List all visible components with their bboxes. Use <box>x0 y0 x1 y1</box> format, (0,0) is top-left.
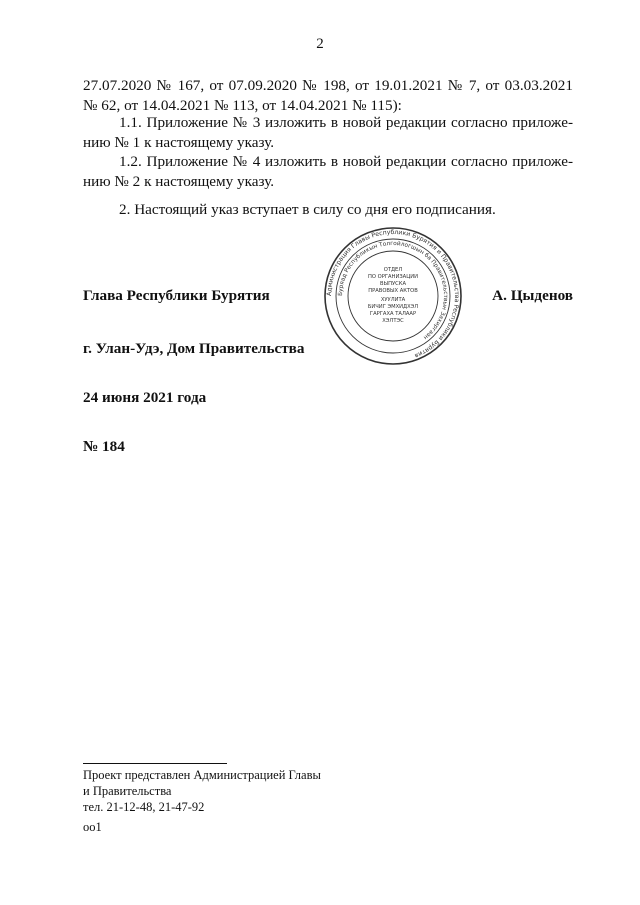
item-1-1-line-1: 1.1. Приложение № 3 изложить в новой редакции согласно приложе- <box>119 114 573 131</box>
place-of-signing: г. Улан-Удэ, Дом Правительства <box>83 340 305 357</box>
seal-middle-ring <box>336 239 450 353</box>
item-1-2-paragraph <box>83 152 573 191</box>
seal-center-line-8: ХЭЛТЭС <box>382 318 404 324</box>
seal-inner-ring <box>348 251 438 341</box>
seal-center-line-6: БИЧИГ ЭМХИДХЭЛ <box>367 304 419 310</box>
effective-clause-paragraph <box>83 200 573 220</box>
decree-number: № 184 <box>83 438 125 455</box>
document-code: оо1 <box>83 820 102 834</box>
footnote-phone: тел. 21-12-48, 21-47-92 <box>83 800 205 814</box>
footnote <box>83 767 321 815</box>
seal-inner-text: Буряад Республикын Толгойлогшын ба Правительствын Захиргаан <box>337 240 449 341</box>
seal-center-line-1: ОТДЕЛ <box>383 267 403 273</box>
footnote-divider <box>83 763 227 764</box>
page-number: 2 <box>316 36 324 52</box>
signatory-name: А. Цыденов <box>492 287 573 304</box>
item-1-1-line-2: нию № 1 к настоящему указу. <box>83 133 275 151</box>
footnote-line-2: и Правительства <box>83 784 172 798</box>
signatory-role: Глава Республики Бурятия <box>83 287 270 304</box>
seal-center-line-5: ХУУЛИТА <box>380 297 406 303</box>
seal-outer-text: Администрация Главы Республики Бурятия и Правительства Республики Бурятия <box>325 228 461 359</box>
seal-center-line-7: ГАРГАХА ТАЛААР <box>369 311 417 317</box>
item-1-2-line-2: нию № 2 к настоящему указу. <box>83 172 275 190</box>
intro-paragraph <box>83 76 573 115</box>
item-1-1-paragraph <box>83 113 573 152</box>
seal-center-line-4: ПРАВОВЫХ АКТОВ <box>368 288 418 294</box>
decree-date: 24 июня 2021 года <box>83 389 207 406</box>
official-seal <box>323 226 463 366</box>
effective-clause: 2. Настоящий указ вступает в силу со дня его подписания. <box>119 201 496 218</box>
seal-center-line-3: ВЫПУСКА <box>379 281 407 287</box>
intro-line-1: 27.07.2020 № 167, от 07.09.2020 № 198, от 19.01.2021 № 7, от 03.03.2021 <box>83 77 573 94</box>
seal-center-line-2: ПО ОРГАНИЗАЦИИ <box>367 274 419 280</box>
seal-outer-ring <box>325 228 461 364</box>
footnote-line-1: Проект представлен Администрацией Главы <box>83 768 321 782</box>
intro-line-2: № 62, от 14.04.2021 № 113, от 14.04.2021 № 115): <box>83 96 402 114</box>
item-1-2-line-1: 1.2. Приложение № 4 изложить в новой редакции согласно приложе- <box>119 153 573 170</box>
